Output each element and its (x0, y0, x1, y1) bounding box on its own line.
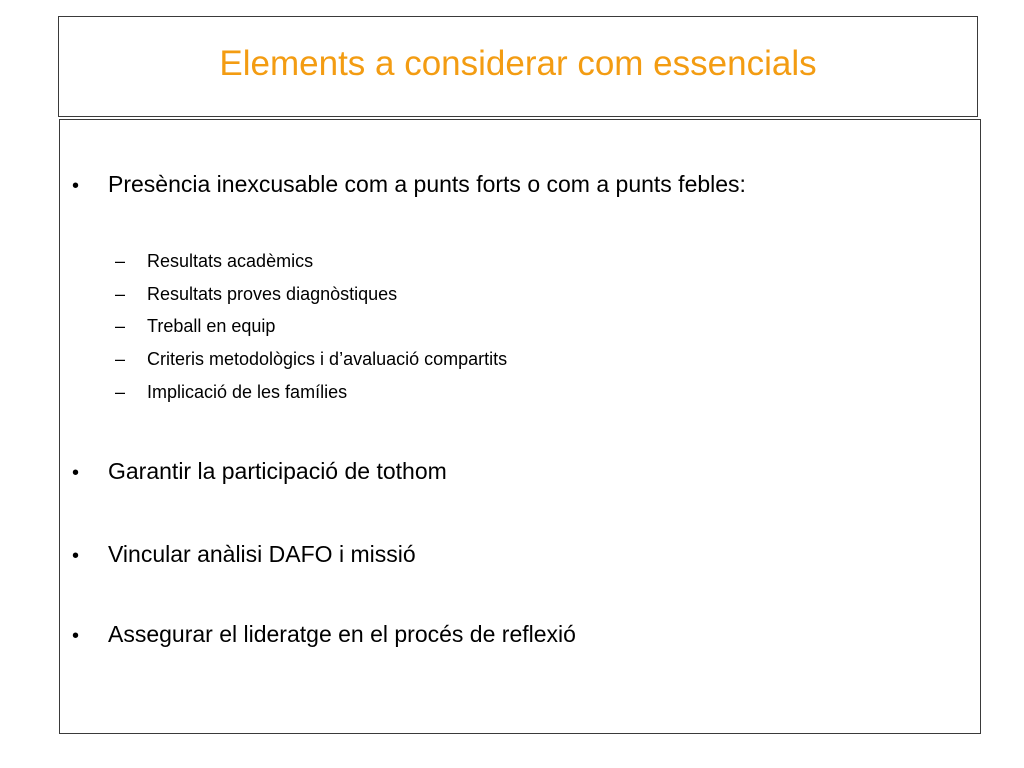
bullet-text: Garantir la participació de tothom (108, 458, 447, 484)
sub-item (115, 381, 347, 403)
dash-marker: – (115, 349, 126, 369)
sub-item-text: Resultats proves diagnòstiques (147, 284, 398, 304)
sub-item-text: Criteris metodològics i d’avaluació compartits (147, 349, 508, 369)
dash-marker: – (115, 382, 126, 402)
sub-item (115, 283, 397, 305)
bullet-text: Vincular anàlisi DAFO i missió (108, 541, 416, 567)
bullet-marker: • (72, 175, 80, 197)
sub-item-text: Implicació de les famílies (147, 382, 348, 402)
sub-item-text: Treball en equip (147, 316, 276, 336)
bullet-text: Presència inexcusable com a punts forts o com a punts febles: (108, 171, 746, 197)
bullet-item (72, 620, 576, 650)
bullet-text: Assegurar el lideratge en el procés de reflexió (108, 621, 576, 647)
bullet-item (72, 170, 746, 200)
bullet-item (72, 457, 447, 487)
dash-marker: – (115, 316, 126, 336)
slide-title: Elements a considerar com essencials (219, 44, 817, 83)
sub-item-text: Resultats acadèmics (147, 251, 314, 271)
bullet-item (72, 540, 416, 570)
title-box (58, 16, 978, 117)
sub-item (115, 250, 313, 272)
dash-marker: – (115, 251, 126, 271)
bullet-marker: • (72, 625, 80, 647)
bullet-marker: • (72, 545, 80, 567)
bullet-marker: • (72, 462, 80, 484)
sub-item (115, 348, 507, 370)
sub-item (115, 315, 275, 337)
dash-marker: – (115, 284, 126, 304)
content-box (59, 119, 981, 734)
